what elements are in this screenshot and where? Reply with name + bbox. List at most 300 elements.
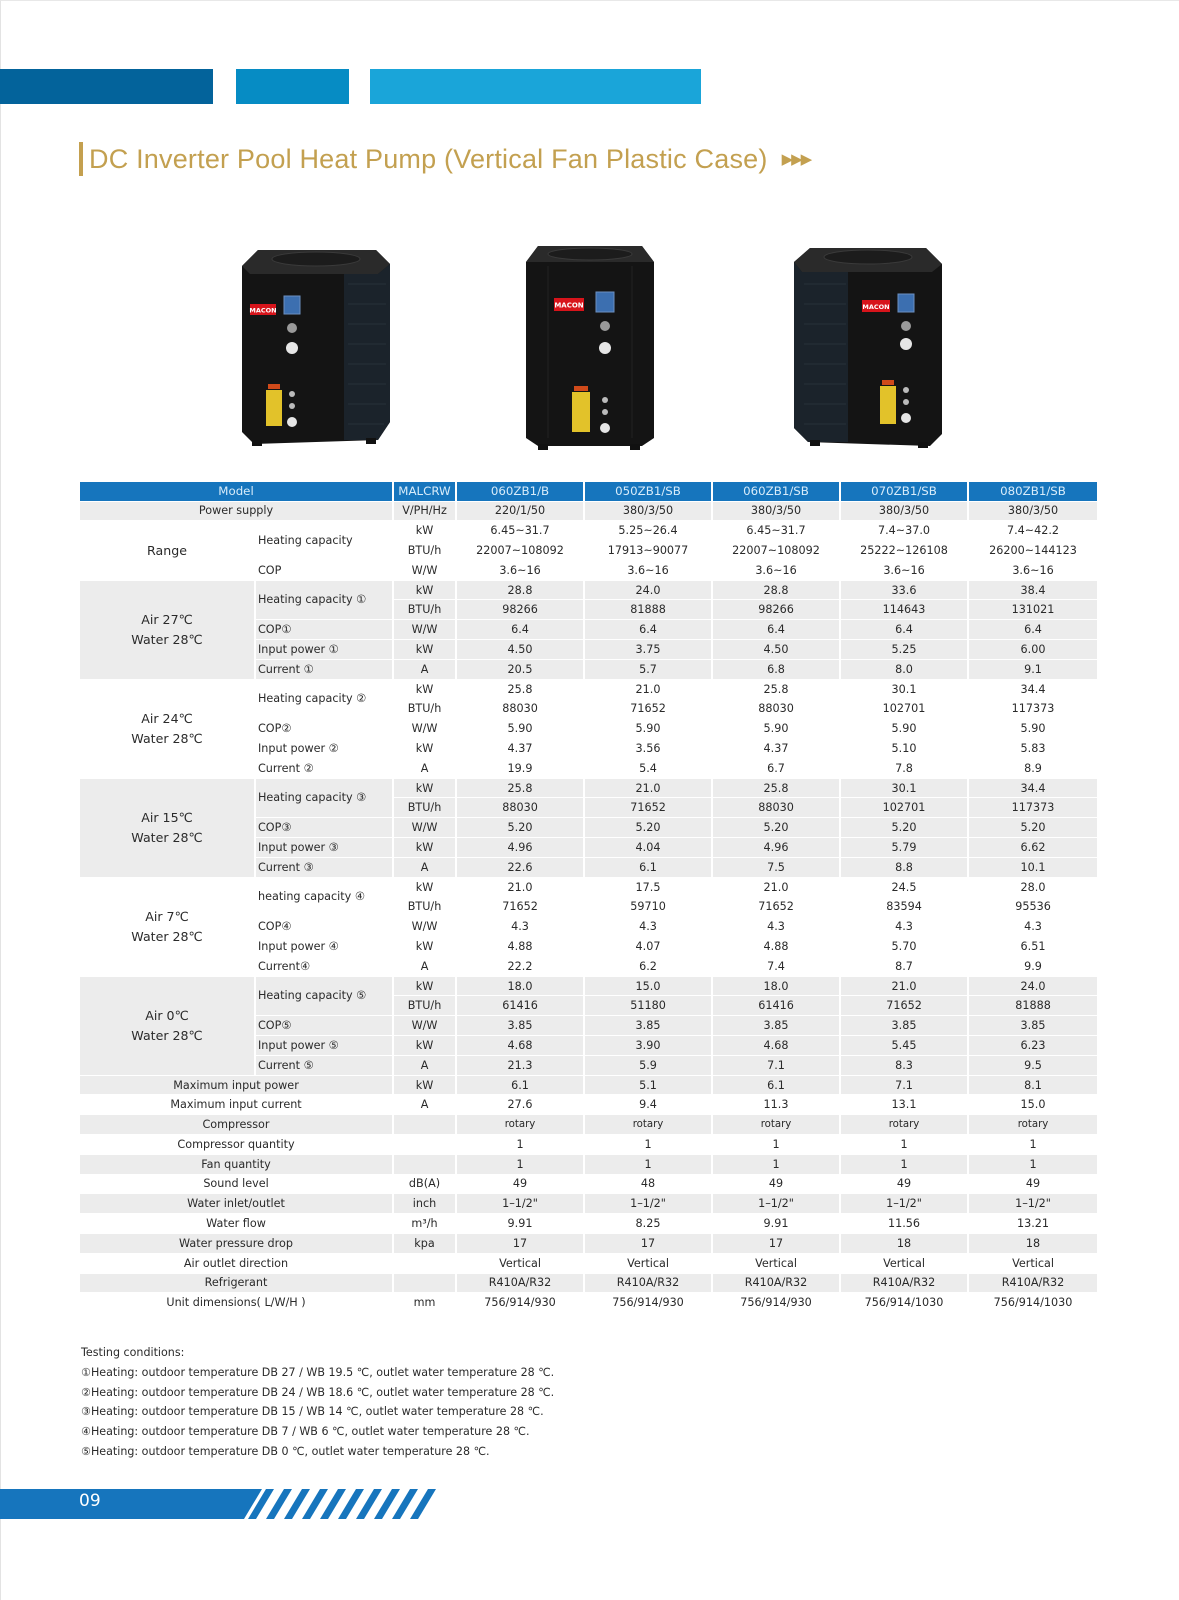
- cell: 10.1: [968, 857, 1098, 877]
- cell: 49: [712, 1174, 840, 1194]
- note-item: ③Heating: outdoor temperature DB 15 / WB 14 ℃, outlet water temperature 28 ℃.: [81, 1405, 544, 1419]
- cell: 28.8: [456, 580, 584, 600]
- cell: 25.8: [712, 778, 840, 798]
- cell: 9.9: [968, 956, 1098, 976]
- cell: 6.4: [968, 620, 1098, 640]
- table-row-general: [80, 1233, 1098, 1253]
- cell: 9.1: [968, 659, 1098, 679]
- row-unit: A: [393, 857, 456, 877]
- row-unit: kW: [393, 1075, 456, 1095]
- cell: 380/3/50: [584, 501, 712, 521]
- footer-band: [0, 1489, 240, 1519]
- param-label: COP⑤: [255, 1016, 393, 1036]
- cell: 30.1: [840, 679, 968, 699]
- cell: Vertical: [712, 1253, 840, 1273]
- row-unit: kpa: [393, 1233, 456, 1253]
- table-row-power-supply: [80, 501, 1098, 521]
- cell: 88030: [456, 699, 584, 719]
- row-label: Fan quantity: [80, 1154, 393, 1174]
- table-header-row: [80, 482, 1098, 501]
- cell: 7.4: [712, 956, 840, 976]
- cell: 756/914/930: [712, 1293, 840, 1313]
- cell: 4.88: [712, 937, 840, 957]
- heat-pump-unit-icon: [518, 242, 662, 452]
- cell: 3.56: [584, 739, 712, 759]
- cell: 7.1: [840, 1075, 968, 1095]
- cell: 18: [840, 1233, 968, 1253]
- cell: 6.1: [712, 1075, 840, 1095]
- cell: 4.96: [712, 838, 840, 858]
- param-label: Input power ①: [255, 640, 393, 660]
- cell: 18.0: [456, 976, 584, 996]
- param-label: Heating capacity ③: [255, 778, 393, 818]
- cell: 1–1/2": [456, 1194, 584, 1214]
- cell: 102701: [840, 699, 968, 719]
- cell: 7.4~37.0: [840, 521, 968, 541]
- table-row-general: [80, 1253, 1098, 1273]
- row-unit: [393, 1115, 456, 1135]
- param-label: Heating capacity ①: [255, 580, 393, 620]
- model-col-4: 070ZB1/SB: [840, 482, 968, 501]
- cell: 13.21: [968, 1214, 1098, 1234]
- row-unit: BTU/h: [393, 996, 456, 1016]
- cell: 5.90: [840, 719, 968, 739]
- row-unit: V/PH/Hz: [393, 501, 456, 521]
- heat-pump-unit-icon: [228, 244, 396, 452]
- row-unit: [393, 1135, 456, 1155]
- row-unit: kW: [393, 976, 456, 996]
- cell: 3.90: [584, 1036, 712, 1056]
- cell: 98266: [712, 600, 840, 620]
- cell: 17: [584, 1233, 712, 1253]
- cell: 26200~144123: [968, 541, 1098, 561]
- table-row-condition-3-kw: [80, 778, 1098, 798]
- row-unit: [393, 1253, 456, 1273]
- row-unit: dB(A): [393, 1174, 456, 1194]
- cell: 98266: [456, 600, 584, 620]
- row-unit: kW: [393, 739, 456, 759]
- cell: 25.8: [456, 778, 584, 798]
- cell: 3.85: [840, 1016, 968, 1036]
- cell: 24.0: [584, 580, 712, 600]
- cell: 88030: [456, 798, 584, 818]
- cell: 6.45~31.7: [456, 521, 584, 541]
- row-unit: kW: [393, 640, 456, 660]
- row-label: Water flow: [80, 1214, 393, 1234]
- param-label: Input power ③: [255, 838, 393, 858]
- table-row-condition-5-kw: [80, 976, 1098, 996]
- table-row-general: [80, 1135, 1098, 1155]
- heat-pump-image-front: [518, 242, 662, 452]
- param-label: Current ①: [255, 659, 393, 679]
- row-unit: A: [393, 1095, 456, 1115]
- group-water-temp: Water 28℃: [131, 829, 203, 845]
- cell: rotary: [712, 1115, 840, 1135]
- cell: 102701: [840, 798, 968, 818]
- cell: 71652: [584, 798, 712, 818]
- svg-text:MACON: MACON: [554, 301, 584, 310]
- cell: 13.1: [840, 1095, 968, 1115]
- cell: 8.9: [968, 758, 1098, 778]
- spec-table: [80, 482, 1099, 1313]
- note-item: ①Heating: outdoor temperature DB 27 / WB 19.5 ℃, outlet water temperature 28 ℃.: [81, 1365, 555, 1379]
- group-water-temp: Water 28℃: [131, 928, 203, 944]
- table-row-general: [80, 1293, 1098, 1313]
- row-unit: inch: [393, 1194, 456, 1214]
- row-unit: BTU/h: [393, 699, 456, 719]
- group-label-condition: [80, 877, 255, 976]
- cell: 4.37: [712, 739, 840, 759]
- cell: 1: [840, 1154, 968, 1174]
- row-unit: BTU/h: [393, 798, 456, 818]
- cell: 95536: [968, 897, 1098, 917]
- row-unit: W/W: [393, 1016, 456, 1036]
- cell: 61416: [712, 996, 840, 1016]
- cell: 220/1/50: [456, 501, 584, 521]
- cell: 48: [584, 1174, 712, 1194]
- cell: 25.8: [456, 679, 584, 699]
- cell: rotary: [584, 1115, 712, 1135]
- cell: 7.8: [840, 758, 968, 778]
- cell: 6.2: [584, 956, 712, 976]
- param-label: heating capacity ④: [255, 877, 393, 917]
- cell: 4.68: [456, 1036, 584, 1056]
- param-label: Current ②: [255, 758, 393, 778]
- cell: 9.4: [584, 1095, 712, 1115]
- group-label-condition: [80, 976, 255, 1075]
- cell: 19.9: [456, 758, 584, 778]
- triple-arrow-icon: ▶▶▶: [781, 150, 811, 168]
- cell: 380/3/50: [840, 501, 968, 521]
- cell: 4.50: [712, 640, 840, 660]
- cell: 9.91: [456, 1214, 584, 1234]
- cell: 6.23: [968, 1036, 1098, 1056]
- group-air-temp: Air 24℃: [141, 711, 193, 727]
- header-band-medium: [236, 69, 349, 104]
- row-unit: W/W: [393, 818, 456, 838]
- cell: 18.0: [712, 976, 840, 996]
- table-row-general: [80, 1154, 1098, 1174]
- cell: 1–1/2": [840, 1194, 968, 1214]
- page-title-block: [79, 142, 810, 176]
- group-label-condition: [80, 580, 255, 679]
- cell: 25222~126108: [840, 541, 968, 561]
- cell: 756/914/930: [456, 1293, 584, 1313]
- cell: 9.5: [968, 1055, 1098, 1075]
- cell: 4.37: [456, 739, 584, 759]
- cell: 17913~90077: [584, 541, 712, 561]
- cell: 1–1/2": [584, 1194, 712, 1214]
- row-label: Compressor: [80, 1115, 393, 1135]
- cell: 27.6: [456, 1095, 584, 1115]
- row-unit: A: [393, 758, 456, 778]
- cell: R410A/R32: [584, 1273, 712, 1293]
- cell: 17.5: [584, 877, 712, 897]
- cell: 4.68: [712, 1036, 840, 1056]
- cell: 117373: [968, 798, 1098, 818]
- row-label: Water inlet/outlet: [80, 1194, 393, 1214]
- cell: 33.6: [840, 580, 968, 600]
- row-label: Unit dimensions( L/W/H ): [80, 1293, 393, 1313]
- table-row-general: [80, 1174, 1098, 1194]
- cell: 4.3: [712, 917, 840, 937]
- cell: R410A/R32: [968, 1273, 1098, 1293]
- cell: 4.3: [456, 917, 584, 937]
- cell: 1: [968, 1135, 1098, 1155]
- group-air-temp: Air 7℃: [145, 909, 189, 925]
- cell: 6.62: [968, 838, 1098, 858]
- series-header: MALCRW: [393, 482, 456, 501]
- group-air-temp: Air 0℃: [145, 1008, 189, 1024]
- cell: 8.0: [840, 659, 968, 679]
- notes-heading: Testing conditions:: [81, 1346, 185, 1359]
- cell: 3.85: [968, 1016, 1098, 1036]
- cell: 11.56: [840, 1214, 968, 1234]
- row-unit: BTU/h: [393, 541, 456, 561]
- cell: 25.8: [712, 679, 840, 699]
- row-unit: BTU/h: [393, 600, 456, 620]
- cell: 5.25~26.4: [584, 521, 712, 541]
- cell: 756/914/930: [584, 1293, 712, 1313]
- table-row-condition-4-kw: [80, 877, 1098, 897]
- param-label: Heating capacity: [255, 521, 393, 561]
- table-row-general: [80, 1273, 1098, 1293]
- cell: 5.90: [712, 719, 840, 739]
- group-label-condition: [80, 778, 255, 877]
- param-label: Current ⑤: [255, 1055, 393, 1075]
- cell: 22.6: [456, 857, 584, 877]
- row-label: Compressor quantity: [80, 1135, 393, 1155]
- table-row-general: [80, 1075, 1098, 1095]
- cell: 1–1/2": [712, 1194, 840, 1214]
- row-label: Refrigerant: [80, 1273, 393, 1293]
- cell: 1: [968, 1154, 1098, 1174]
- cell: 5.90: [584, 719, 712, 739]
- table-row-general: [80, 1194, 1098, 1214]
- cell: 5.79: [840, 838, 968, 858]
- svg-text:MACON: MACON: [249, 306, 277, 315]
- cell: 5.20: [712, 818, 840, 838]
- cell: 5.25: [840, 640, 968, 660]
- row-unit: kW: [393, 521, 456, 541]
- cell: rotary: [840, 1115, 968, 1135]
- param-label: COP: [255, 560, 393, 580]
- cell: 1: [584, 1154, 712, 1174]
- cell: Vertical: [456, 1253, 584, 1273]
- cell: 30.1: [840, 778, 968, 798]
- cell: 5.70: [840, 937, 968, 957]
- group-air-temp: Air 27℃: [141, 612, 193, 628]
- cell: 17: [456, 1233, 584, 1253]
- cell: 1: [712, 1154, 840, 1174]
- group-air-temp: Air 15℃: [141, 810, 193, 826]
- cell: 114643: [840, 600, 968, 620]
- cell: 9.91: [712, 1214, 840, 1234]
- row-label: Sound level: [80, 1174, 393, 1194]
- cell: 4.3: [840, 917, 968, 937]
- cell: 49: [840, 1174, 968, 1194]
- cell: 6.4: [456, 620, 584, 640]
- cell: 21.3: [456, 1055, 584, 1075]
- cell: 756/914/1030: [968, 1293, 1098, 1313]
- cell: 8.25: [584, 1214, 712, 1234]
- cell: 6.51: [968, 937, 1098, 957]
- cell: 7.1: [712, 1055, 840, 1075]
- cell: 71652: [584, 699, 712, 719]
- model-header: Model: [80, 482, 393, 501]
- cell: 6.4: [584, 620, 712, 640]
- cell: 8.7: [840, 956, 968, 976]
- cell: 20.5: [456, 659, 584, 679]
- cell: 380/3/50: [968, 501, 1098, 521]
- heat-pump-image-right: [788, 244, 956, 452]
- cell: rotary: [968, 1115, 1098, 1135]
- row-unit: [393, 1154, 456, 1174]
- table-row-condition-1-kw: [80, 580, 1098, 600]
- cell: 21.0: [712, 877, 840, 897]
- cell: 3.85: [712, 1016, 840, 1036]
- cell: 5.10: [840, 739, 968, 759]
- svg-text:MACON: MACON: [862, 303, 890, 311]
- row-label: Water pressure drop: [80, 1233, 393, 1253]
- cell: 7.5: [712, 857, 840, 877]
- cell: 6.00: [968, 640, 1098, 660]
- row-unit: A: [393, 956, 456, 976]
- row-unit: kW: [393, 838, 456, 858]
- heat-pump-unit-icon: [788, 244, 956, 452]
- cell: 83594: [840, 897, 968, 917]
- cell: 5.9: [584, 1055, 712, 1075]
- cell: rotary: [456, 1115, 584, 1135]
- cell: 3.85: [584, 1016, 712, 1036]
- row-unit: mm: [393, 1293, 456, 1313]
- cell: 24.0: [968, 976, 1098, 996]
- cell: 5.4: [584, 758, 712, 778]
- cell: 8.1: [968, 1075, 1098, 1095]
- row-label: Maximum input current: [80, 1095, 393, 1115]
- note-item: ⑤Heating: outdoor temperature DB 0 ℃, outlet water temperature 28 ℃.: [81, 1444, 490, 1458]
- cell: 5.7: [584, 659, 712, 679]
- cell: 21.0: [456, 877, 584, 897]
- cell: 3.6~16: [584, 560, 712, 580]
- param-label: Current④: [255, 956, 393, 976]
- cell: 49: [968, 1174, 1098, 1194]
- cell: 1: [584, 1135, 712, 1155]
- cell: R410A/R32: [712, 1273, 840, 1293]
- cell: Vertical: [840, 1253, 968, 1273]
- param-label: Input power ②: [255, 739, 393, 759]
- row-unit: W/W: [393, 917, 456, 937]
- cell: 15.0: [968, 1095, 1098, 1115]
- model-col-5: 080ZB1/SB: [968, 482, 1098, 501]
- row-unit: kW: [393, 778, 456, 798]
- table-row-range-kw: [80, 521, 1098, 541]
- header-band-light: [370, 69, 701, 104]
- cell: 28.8: [712, 580, 840, 600]
- group-water-temp: Water 28℃: [131, 1027, 203, 1043]
- cell: 1: [456, 1135, 584, 1155]
- cell: 11.3: [712, 1095, 840, 1115]
- group-label-condition: [80, 679, 255, 778]
- cell: 81888: [584, 600, 712, 620]
- row-unit: W/W: [393, 620, 456, 640]
- cell: 21.0: [840, 976, 968, 996]
- cell: 5.20: [456, 818, 584, 838]
- param-label: COP④: [255, 917, 393, 937]
- cell: 71652: [712, 897, 840, 917]
- diagonal-stripes-icon: [240, 1489, 440, 1519]
- row-label: Power supply: [80, 501, 393, 521]
- cell: 18: [968, 1233, 1098, 1253]
- cell: 380/3/50: [712, 501, 840, 521]
- table-row-general: [80, 1115, 1098, 1135]
- cell: 6.8: [712, 659, 840, 679]
- cell: 131021: [968, 600, 1098, 620]
- cell: 17: [712, 1233, 840, 1253]
- cell: 1: [712, 1135, 840, 1155]
- table-row-general: [80, 1095, 1098, 1115]
- table-row-condition-2-kw: [80, 679, 1098, 699]
- cell: 81888: [968, 996, 1098, 1016]
- row-unit: [393, 1273, 456, 1293]
- cell: Vertical: [968, 1253, 1098, 1273]
- heat-pump-image-left: [228, 244, 396, 452]
- cell: 4.3: [584, 917, 712, 937]
- cell: 117373: [968, 699, 1098, 719]
- cell: 59710: [584, 897, 712, 917]
- cell: R410A/R32: [456, 1273, 584, 1293]
- cell: 49: [456, 1174, 584, 1194]
- cell: 3.75: [584, 640, 712, 660]
- table-row-general: [80, 1214, 1098, 1234]
- cell: 34.4: [968, 778, 1098, 798]
- cell: 21.0: [584, 679, 712, 699]
- cell: 5.90: [968, 719, 1098, 739]
- row-unit: kW: [393, 937, 456, 957]
- cell: 4.04: [584, 838, 712, 858]
- param-label: Heating capacity ⑤: [255, 976, 393, 1016]
- row-unit: kW: [393, 679, 456, 699]
- cell: 6.1: [584, 857, 712, 877]
- row-unit: A: [393, 1055, 456, 1075]
- page-title: DC Inverter Pool Heat Pump (Vertical Fan Plastic Case): [89, 143, 768, 174]
- param-label: Input power ④: [255, 937, 393, 957]
- note-item: ②Heating: outdoor temperature DB 24 / WB 18.6 ℃, outlet water temperature 28 ℃.: [81, 1385, 555, 1399]
- cell: 5.20: [840, 818, 968, 838]
- cell: 4.07: [584, 937, 712, 957]
- row-unit: kW: [393, 580, 456, 600]
- cell: R410A/R32: [840, 1273, 968, 1293]
- row-label: Maximum input power: [80, 1075, 393, 1095]
- row-unit: W/W: [393, 560, 456, 580]
- cell: Vertical: [584, 1253, 712, 1273]
- product-images: [0, 232, 1179, 454]
- row-unit: BTU/h: [393, 897, 456, 917]
- page-number: 09: [79, 1491, 101, 1511]
- cell: 8.8: [840, 857, 968, 877]
- cell: 6.4: [840, 620, 968, 640]
- row-unit: kW: [393, 1036, 456, 1056]
- row-unit: kW: [393, 877, 456, 897]
- cell: 5.20: [584, 818, 712, 838]
- cell: 51180: [584, 996, 712, 1016]
- param-label: COP①: [255, 620, 393, 640]
- cell: 3.6~16: [456, 560, 584, 580]
- cell: 3.85: [456, 1016, 584, 1036]
- cell: 1: [840, 1135, 968, 1155]
- cell: 5.90: [456, 719, 584, 739]
- cell: 21.0: [584, 778, 712, 798]
